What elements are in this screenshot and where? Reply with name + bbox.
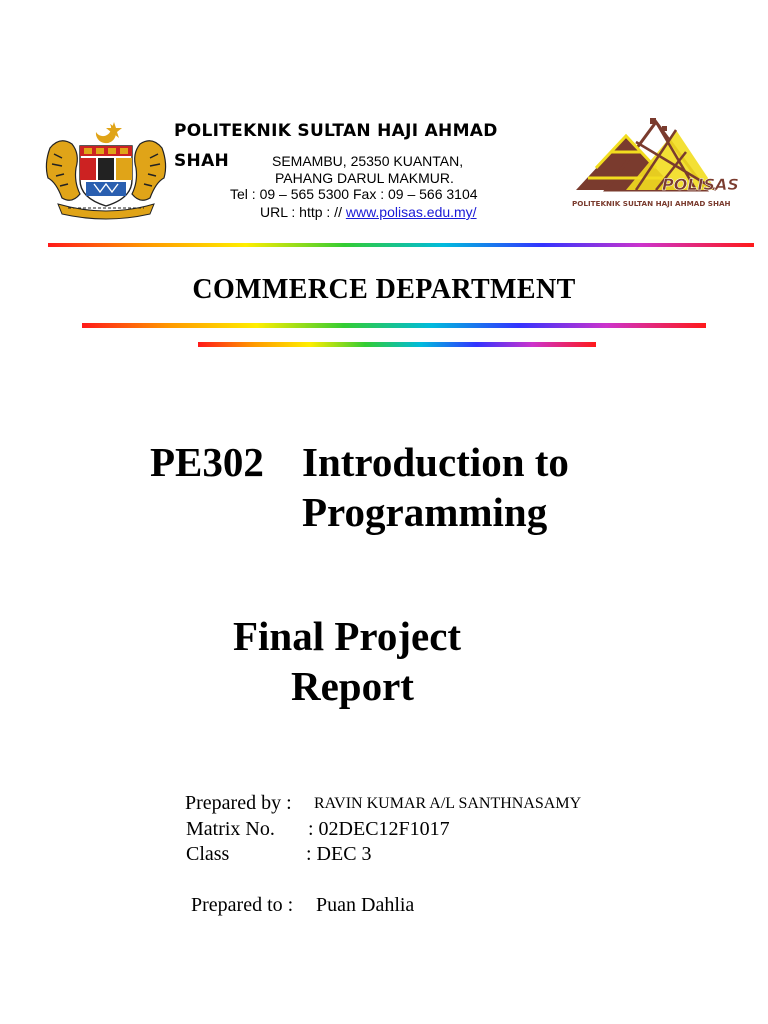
prepared-by-label: Prepared by : [185,792,292,814]
prepared-to-value: Puan Dahlia [316,894,415,916]
malaysia-coat-of-arms-icon [44,118,168,220]
contact-line: Tel : 09 – 565 5300 Fax : 09 – 566 3104 [230,186,478,202]
prepared-to-label: Prepared to : [191,894,294,916]
url-prefix: URL : http : // [260,204,346,220]
rainbow-divider-top [48,243,754,247]
logo-text: POLISAS [662,175,739,194]
matrix-no-label: Matrix No. [186,818,275,840]
matrix-no-value: : 02DEC12F1017 [308,818,450,840]
prepared-by-value: RAVIN KUMAR A/L SANTHNASAMY [314,795,582,812]
rainbow-divider-middle [82,323,706,328]
report-title-line2: Report [291,663,414,709]
course-title-line2: Programming [302,489,548,535]
class-value: : DEC 3 [306,843,372,865]
class-label: Class [186,843,230,865]
report-title-line1: Final Project [233,613,462,659]
polisas-logo-icon [566,112,739,212]
course-code: PE302 [150,439,264,485]
course-title-line1: Introduction to [302,439,569,485]
rainbow-divider-short [198,342,596,347]
department-title: COMMERCE DEPARTMENT [192,274,576,305]
address-line1: SEMAMBU, 25350 KUANTAN, [272,153,464,169]
website-link[interactable]: www.polisas.edu.my/ [345,204,477,220]
institution-name-line2: SHAH [174,151,230,171]
url-line [260,204,477,220]
institution-name-line1: POLITEKNIK SULTAN HAJI AHMAD [174,121,498,141]
logo-subtext: POLITEKNIK SULTAN HAJI AHMAD SHAH [572,199,731,208]
address-line2: PAHANG DARUL MAKMUR. [275,170,454,186]
